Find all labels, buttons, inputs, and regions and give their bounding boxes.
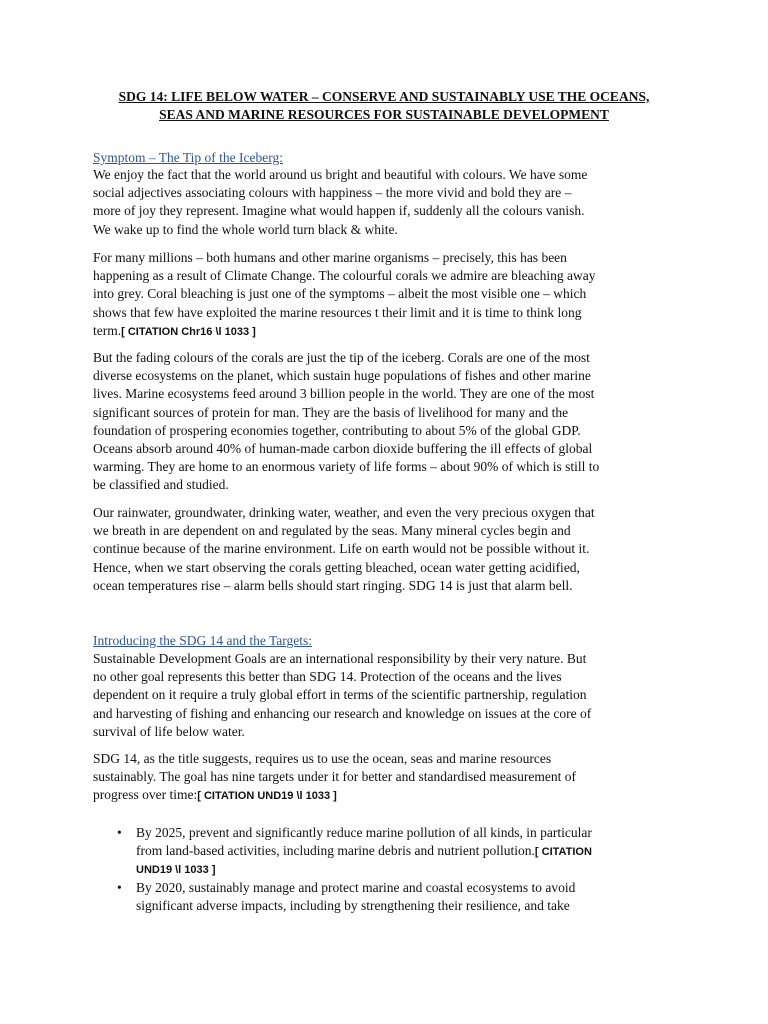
text-line: warming. They are home to an enormous variety of life forms – about 90% of which is still to bbox=[93, 459, 600, 475]
text-line: significant adverse impacts, including by strengthening their resilience, and take bbox=[136, 898, 570, 913]
paragraph bbox=[93, 166, 683, 239]
text-line: Oceans absorb around 40% of human-made carbon dioxide buffering the ill effects of global bbox=[93, 441, 593, 457]
title-line-2: SEAS AND MARINE RESOURCES FOR SUSTAINABLE DEVELOPMENT bbox=[159, 107, 609, 122]
text-line: into grey. Coral bleaching is just one of the symptoms – albeit the most visible one – which bbox=[93, 286, 587, 302]
text-line: SDG 14, as the title suggests, requires us to use the ocean, seas and marine resources bbox=[93, 751, 552, 766]
text-line: But the fading colours of the corals are just the tip of the iceberg. Corals are one of the most bbox=[93, 350, 590, 365]
paragraph bbox=[93, 249, 683, 341]
title-line-1: SDG 14: LIFE BELOW WATER – CONSERVE AND SUSTAINABLY USE THE OCEANS, bbox=[118, 89, 650, 104]
citation: [ CITATION Chr16 \l 1033 ] bbox=[121, 325, 256, 338]
text-line: By 2025, prevent and significantly reduce marine pollution of all kinds, in particular bbox=[136, 825, 592, 840]
section-heading-introducing: Introducing the SDG 14 and the Targets: bbox=[93, 633, 313, 648]
text-line: foundation of prospering economies together, contributing to about 5% of the global GDP. bbox=[93, 422, 581, 438]
paragraph bbox=[93, 504, 683, 595]
text-line: more of joy they represent. Imagine what would happen if, suddenly all the colours vanish. bbox=[93, 203, 585, 219]
text-line: shows that few have exploited the marine resources t their limit and it is time to think long bbox=[93, 304, 582, 320]
text-line: Sustainable Development Goals are an international responsibility by their very nature. But bbox=[93, 651, 587, 666]
text-segment: progress over time: bbox=[93, 787, 198, 803]
text-line: We enjoy the fact that the world around us bright and beautiful with colours. We have some bbox=[93, 167, 588, 182]
text-line: ocean temperatures rise – alarm bells should start ringing. SDG 14 is just that alarm bell. bbox=[93, 577, 573, 593]
text-line bbox=[93, 786, 683, 805]
text-line: survival of life below water. bbox=[93, 723, 245, 739]
paragraph bbox=[93, 349, 683, 495]
paragraph bbox=[93, 650, 683, 741]
section-heading-symptom: Symptom – The Tip of the Iceberg: bbox=[93, 150, 283, 165]
text-line: continue because of the marine environment. Life on earth would not be possible without it. bbox=[93, 541, 590, 557]
text-line: social adjectives associating colours with happiness – the more vivid and bold they are – bbox=[93, 185, 572, 201]
text-line: be classified and studied. bbox=[93, 477, 229, 493]
citation: [ CITATION bbox=[534, 846, 592, 858]
text-line: no other goal represents this better than SDG 14. Protection of the oceans and the lives bbox=[93, 669, 562, 685]
citation: UND19 \l 1033 ] bbox=[136, 864, 216, 876]
text-segment: from land-based activities, including marine debris and nutrient pollution. bbox=[136, 843, 535, 858]
text-line: By 2020, sustainably manage and protect marine and coastal ecosystems to avoid bbox=[136, 880, 576, 895]
bullet-icon: • bbox=[117, 825, 122, 840]
text-line bbox=[93, 322, 683, 341]
list-item bbox=[93, 879, 683, 915]
targets-list bbox=[93, 824, 683, 915]
citation: [ CITATION UND19 \l 1033 ] bbox=[197, 790, 337, 803]
text-line: significant sources of protein for man. They are the basis of livelihood for many and the bbox=[93, 404, 569, 420]
text-line: we breath in are dependent on and regulated by the seas. Many mineral cycles begin and bbox=[93, 523, 571, 539]
text-line: sustainably. The goal has nine targets under it for better and standardised measurement of bbox=[93, 769, 576, 785]
text-line: For many millions – both humans and other marine organisms – precisely, this has been bbox=[93, 250, 567, 265]
text-line: Hence, when we start observing the corals getting bleached, ocean water getting acidified, bbox=[93, 559, 580, 575]
text-line: happening as a result of Climate Change. The colourful corals we admire are bleaching away bbox=[93, 268, 596, 284]
text-line: and harvesting of fishing and enhancing our research and knowledge on issues at the core of bbox=[93, 705, 592, 721]
paragraph bbox=[93, 750, 683, 806]
text-line bbox=[136, 842, 683, 861]
text-segment: term. bbox=[93, 322, 122, 338]
text-line: lives. Marine ecosystems feed around 3 billion people in the world. They are one of the most bbox=[93, 386, 595, 402]
bullet-icon: • bbox=[117, 880, 122, 895]
text-line: dependent on it require a truly global effort in terms of the scientific partnership, regulation bbox=[93, 687, 587, 703]
text-line: Our rainwater, groundwater, drinking water, weather, and even the very precious oxygen that bbox=[93, 505, 595, 520]
list-item bbox=[93, 824, 683, 879]
text-line: We wake up to find the whole world turn black & white. bbox=[93, 221, 398, 237]
document-title bbox=[92, 88, 676, 124]
text-line: diverse ecosystems on the planet, which sustain huge populations of fishes and other marine bbox=[93, 368, 591, 384]
